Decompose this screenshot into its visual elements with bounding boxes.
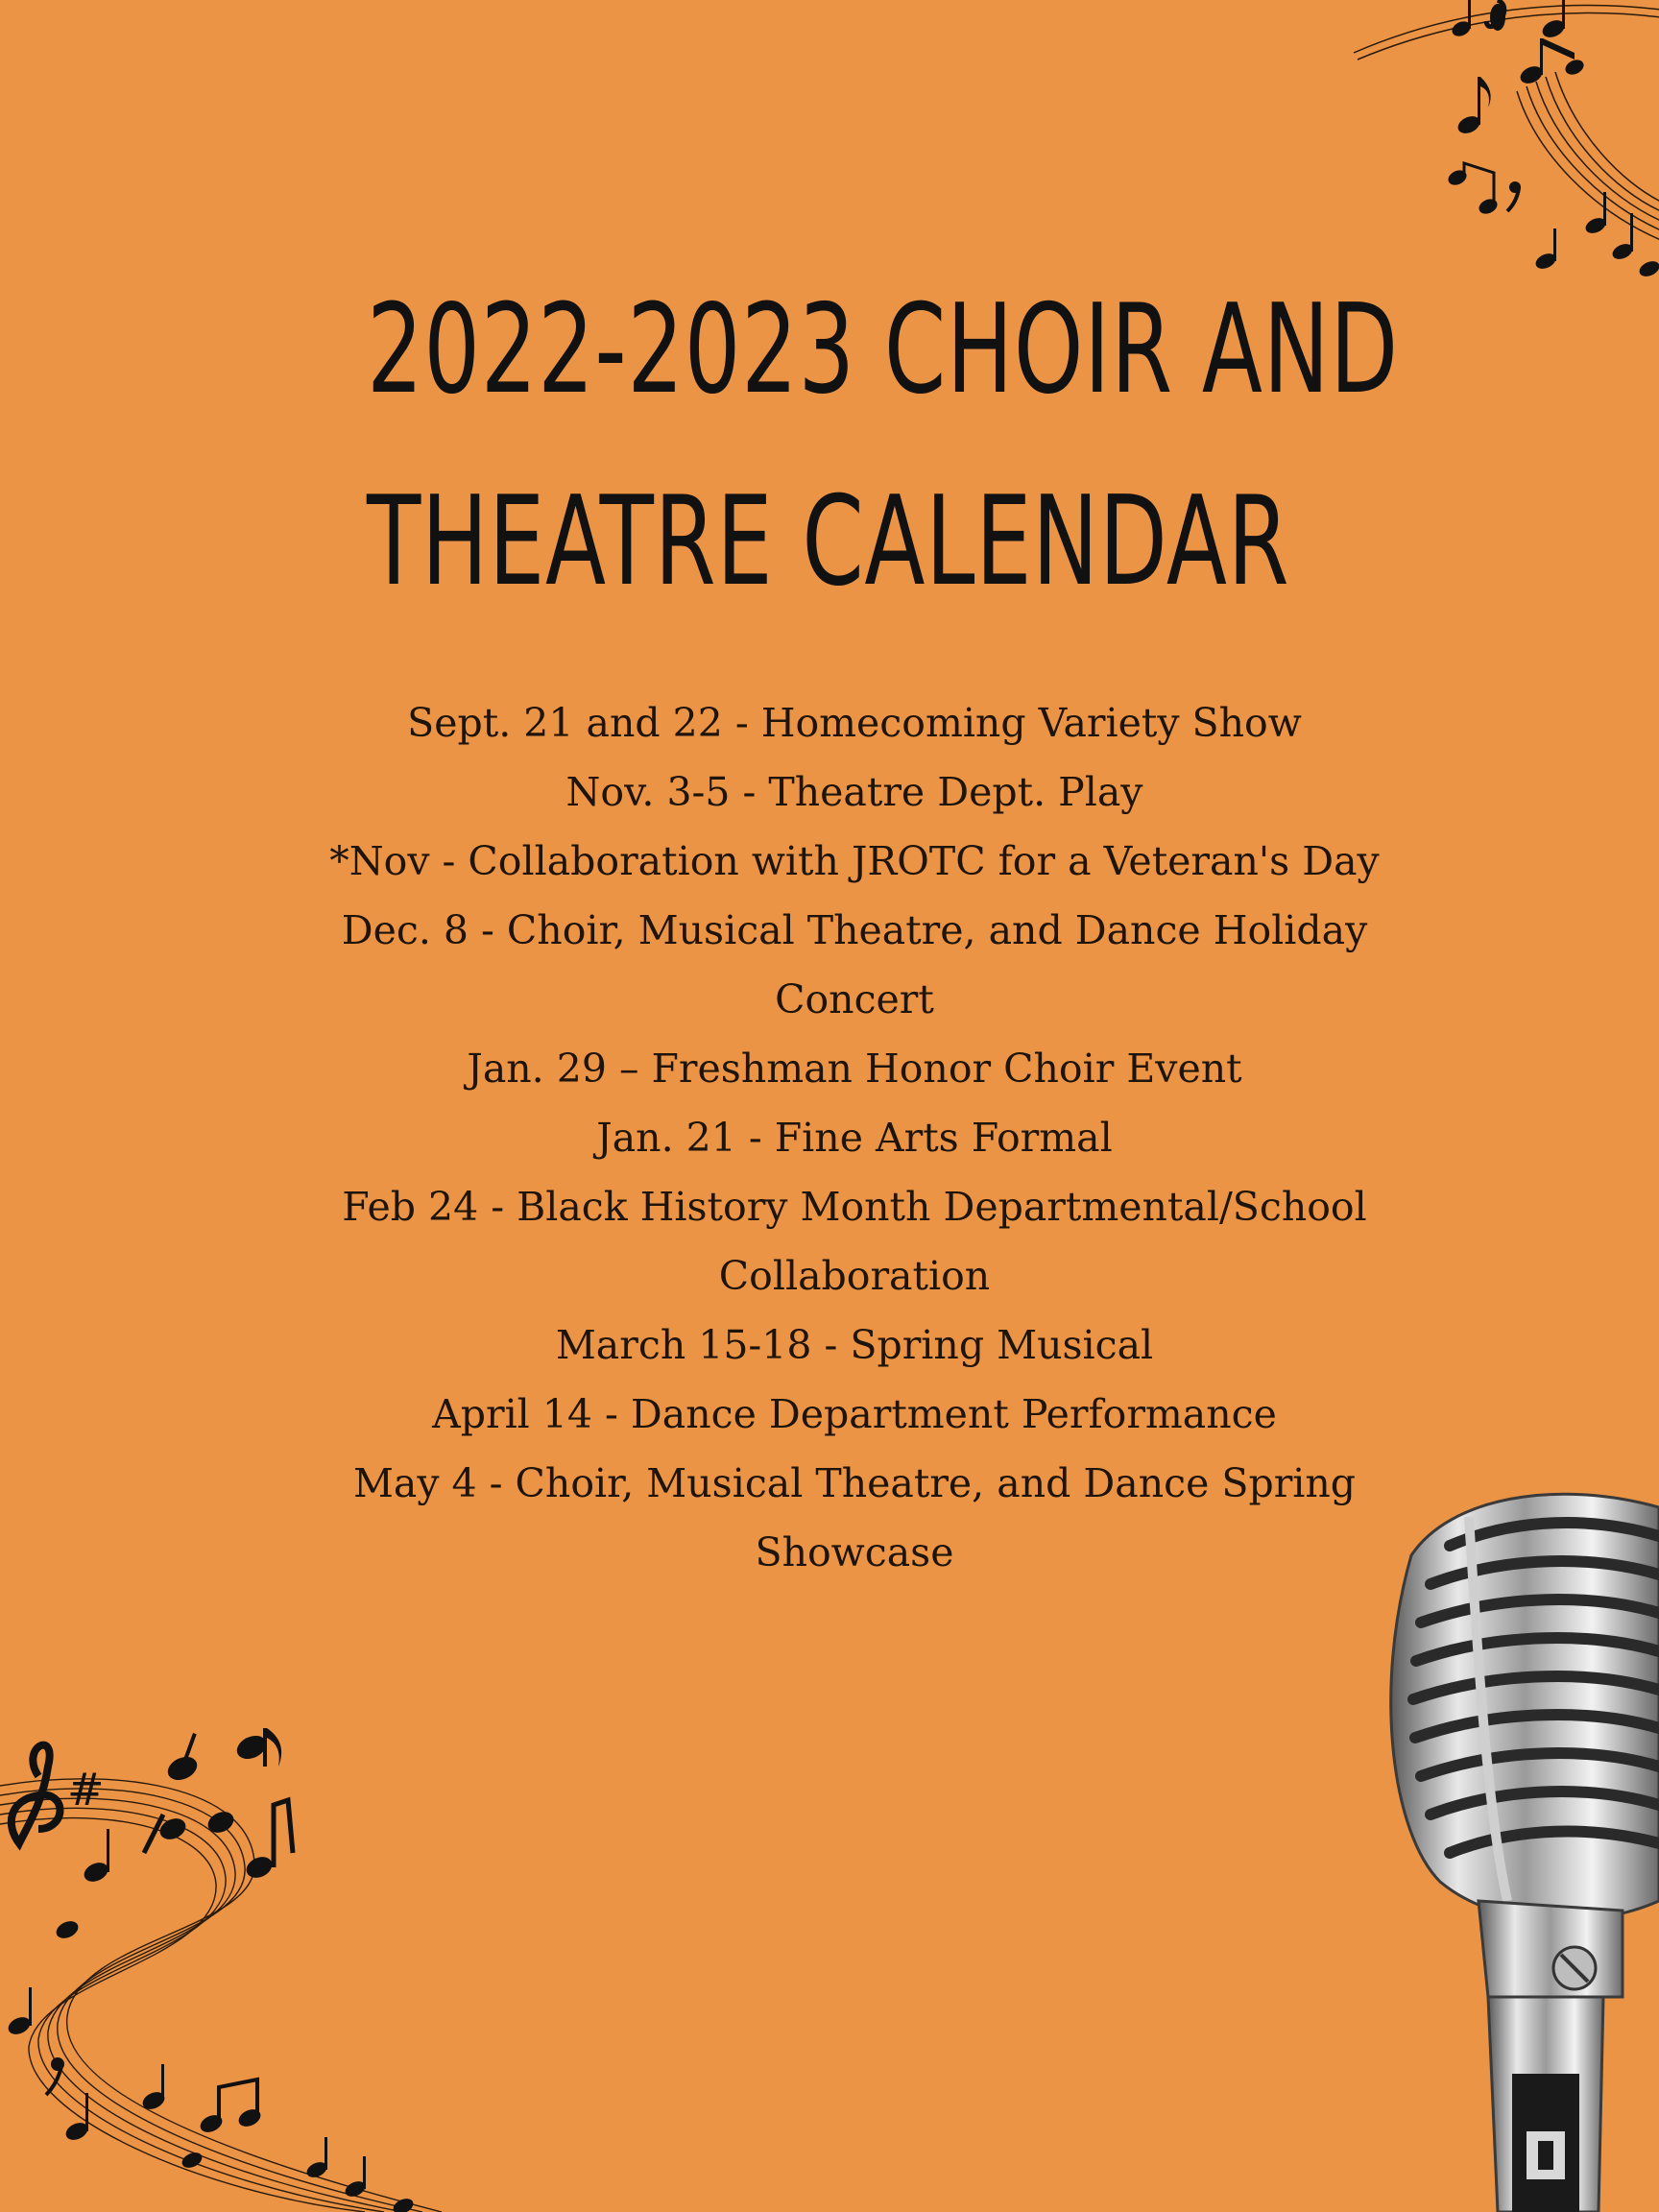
page-title [366, 254, 1399, 638]
list-item: Sept. 21 and 22 - Homecoming Variety Show [407, 700, 1302, 746]
list-item: Nov. 3-5 - Theatre Dept. Play [565, 769, 1143, 815]
event-list [298, 688, 1411, 1587]
microphone-icon [1334, 1479, 1659, 2212]
music-notes-icon [1344, 0, 1659, 288]
list-item: Feb 24 - Black History Month Departmental/School Collaboration [342, 1184, 1367, 1299]
list-item: Jan. 21 - Fine Arts Formal [596, 1115, 1113, 1161]
list-item: April 14 - Dance Department Performance [432, 1391, 1277, 1437]
list-item: March 15-18 - Spring Musical [555, 1322, 1154, 1368]
list-item: Dec. 8 - Choir, Musical Theatre, and Dance Holiday Concert [341, 907, 1368, 1022]
list-item: Jan. 29 – Freshman Honor Choir Event [467, 1046, 1242, 1092]
title-line-1: 2022-2023 CHOIR AND [366, 278, 1399, 421]
title-line-2: THEATRE CALENDAR [366, 470, 1290, 613]
list-item: May 4 - Choir, Musical Theatre, and Dance Spring Showcase [352, 1460, 1357, 1575]
svg-text:#: # [67, 1764, 105, 1815]
music-notes-icon [0, 1709, 499, 2212]
list-item: *Nov - Collaboration with JROTC for a Veteran's Day [329, 838, 1380, 884]
